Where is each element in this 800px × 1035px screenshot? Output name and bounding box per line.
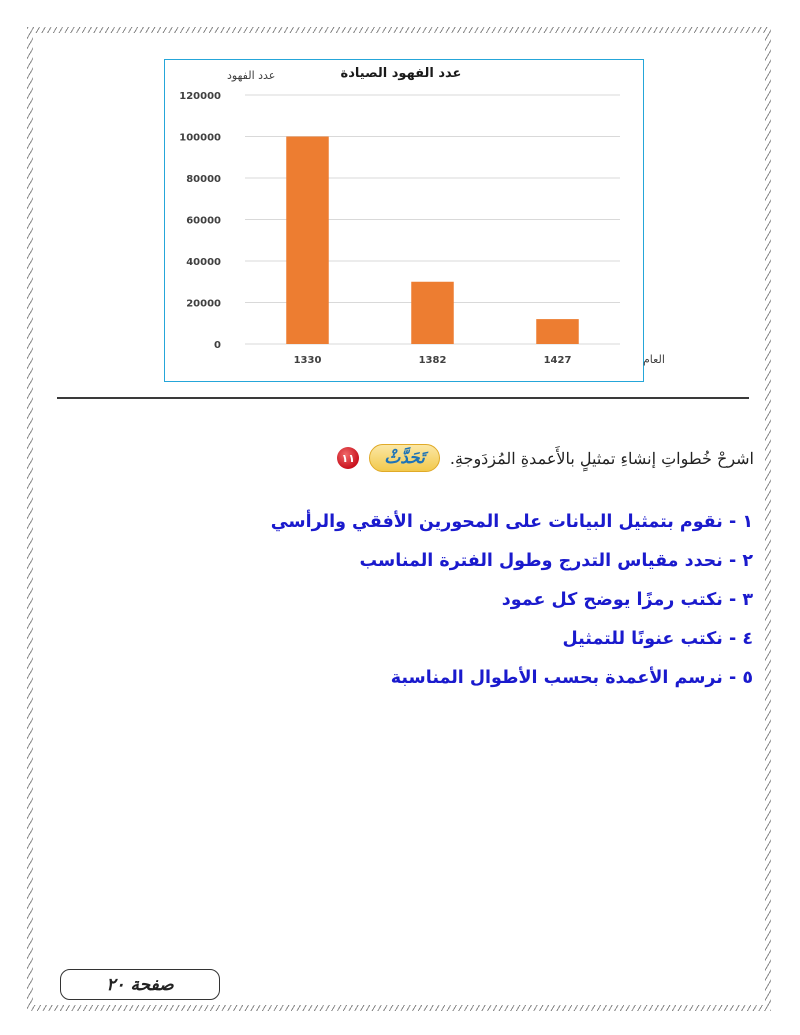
step-1: ١ - نقوم بتمثيل البيانات على المحورين الأفقي والرأسي — [270, 512, 753, 532]
x-tick-label: 1427 — [543, 355, 572, 366]
x-axis-label: العام — [643, 353, 665, 366]
y-tick-label: 60000 — [186, 215, 221, 227]
y-tick-label: 120000 — [179, 91, 221, 102]
x-tick-label: 1330 — [293, 355, 322, 366]
y-tick-label: 100000 — [179, 132, 221, 144]
x-tick-label: 1382 — [418, 355, 447, 366]
page-number-label: صفحة ٢٠ — [60, 969, 220, 1000]
answer-steps — [193, 508, 753, 703]
chart-svg — [165, 60, 665, 383]
y-tick-label: 80000 — [186, 174, 221, 185]
bar — [286, 137, 329, 345]
bar — [411, 282, 454, 344]
question-text: اشرحْ خُطواتِ إنشاءِ تمثيلٍ بالأَعمدةِ المُزدَوجةِ. — [449, 448, 754, 468]
section-divider — [57, 397, 749, 399]
question-row — [337, 440, 754, 476]
step-3: ٣ - نكتب رمزًا يوضح كل عمود — [501, 590, 753, 610]
question-number: ١١ — [337, 447, 359, 469]
step-4: ٤ - نكتب عنونًا للتمثيل — [562, 629, 753, 649]
bar-chart — [164, 59, 665, 382]
y-tick-label: 20000 — [186, 298, 221, 310]
talk-badge: تَحَدَّثْ — [369, 444, 440, 472]
chart-title: عدد الفهود الصيادة — [340, 66, 462, 81]
y-axis-label: عدد الفهود — [227, 69, 276, 82]
bar — [536, 319, 579, 344]
step-5: ٥ - نرسم الأعمدة بحسب الأطوال المناسبة — [390, 668, 753, 688]
y-tick-label: 0 — [214, 340, 221, 351]
y-tick-label: 40000 — [186, 257, 221, 268]
step-2: ٢ - نحدد مقياس التدرج وطول الفترة المناسب — [359, 551, 753, 571]
